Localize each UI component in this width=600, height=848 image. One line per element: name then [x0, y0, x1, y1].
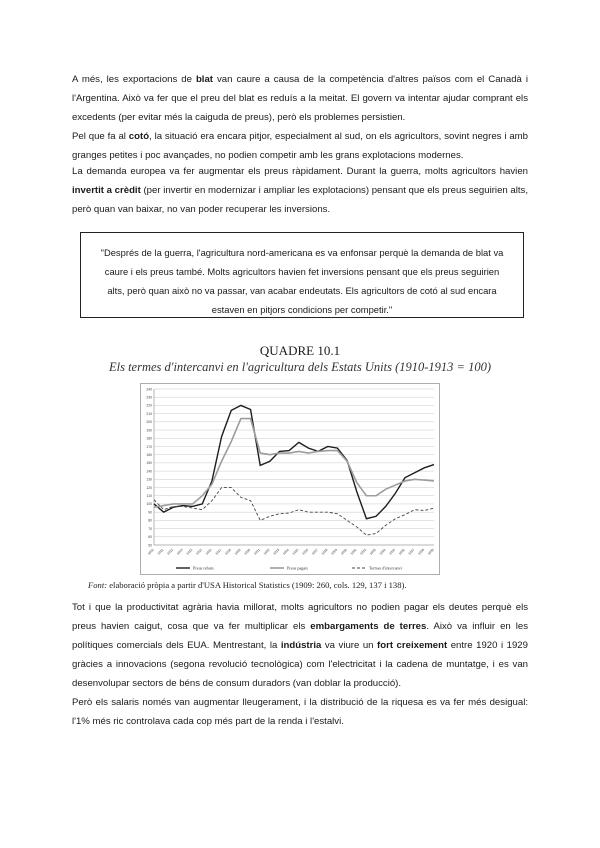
- paragraph-debts: Tot i que la productivitat agrària havia millorat, molts agricultors no podien pagar els deutes perquè els preus havien caigut, cosa que va fer multiplicar els embargaments de terres. Això va influir en les polítiques comercials dels EUA. Mentrestant, la indústria va viure un fort creixement entre 1920 i 1929 gràcies a innovacions (segona revolució tecnològica) com l'electricitat i la cadena de muntatge, i es van desenvolupar sectors de béns de consum duradors (van doblar la producció).: [72, 602, 528, 689]
- terms-of-trade-chart: [140, 383, 440, 575]
- x-tick-label: 1936: [397, 547, 406, 556]
- x-tick-label: 1916: [204, 547, 213, 556]
- x-tick-label: 1930: [339, 547, 348, 556]
- y-tick-label: 190: [146, 428, 152, 433]
- x-tick-label: 1939: [426, 547, 435, 556]
- x-tick-label: 1913: [175, 547, 184, 556]
- y-tick-label: 120: [146, 485, 152, 490]
- x-tick-label: 1925: [291, 547, 300, 556]
- summary-quote-box: [80, 232, 524, 318]
- paragraph-wheat: A més, les exportacions de blat van caure a causa de la competència d'altres països com el Canadà i l'Argentina. Això va fer que el preu del blat es reduís a la meitat. El govern va intentar ajudar comprant els excedents (per evitar més la caiguda de preus), però els problemes persistien.: [72, 74, 528, 123]
- keyword-cotton: cotó: [128, 131, 150, 142]
- keyword-industria: indústria: [280, 640, 322, 651]
- x-tick-label: 1922: [262, 547, 271, 556]
- y-tick-label: 80: [148, 518, 152, 523]
- y-tick-label: 60: [148, 535, 152, 540]
- x-tick-label: 1910: [146, 547, 155, 556]
- y-tick-label: 150: [146, 461, 152, 466]
- x-tick-label: 1923: [272, 547, 281, 556]
- y-tick-label: 230: [146, 395, 152, 400]
- keyword-fort-creixement: fort creixement: [377, 640, 448, 651]
- x-tick-label: 1924: [282, 547, 290, 556]
- y-tick-label: 210: [146, 411, 152, 416]
- y-tick-label: 160: [146, 452, 152, 457]
- y-tick-label: 90: [148, 510, 152, 515]
- x-tick-label: 1920: [243, 547, 252, 556]
- x-tick-label: 1912: [166, 547, 175, 556]
- x-tick-label: 1933: [368, 547, 377, 556]
- x-tick-label: 1914: [185, 547, 194, 556]
- x-tick-label: 1932: [359, 547, 368, 556]
- legend-label: Termes d'intercanvi: [369, 565, 402, 571]
- y-tick-label: 170: [146, 444, 152, 449]
- chart-title: QUADRE 10.1: [259, 343, 341, 358]
- y-tick-label: 130: [146, 477, 152, 482]
- keyword-wheat: blat: [195, 74, 213, 85]
- x-tick-label: 1919: [233, 547, 242, 556]
- y-tick-label: 140: [146, 469, 152, 474]
- chart-source: Font: elaboració pròpia a partir d'USA Historical Statistics (1909: 260, cols. 129, 137 i 138).: [88, 580, 407, 590]
- keyword-embargaments: embargaments de terres: [310, 621, 427, 632]
- x-tick-label: 1917: [214, 547, 223, 556]
- legend-label: Preus pagats: [287, 565, 309, 571]
- legend-label: Preus rebuts: [193, 565, 214, 571]
- y-tick-label: 70: [148, 526, 152, 531]
- y-tick-label: 50: [148, 543, 152, 548]
- x-tick-label: 1935: [388, 547, 397, 556]
- y-tick-label: 110: [146, 494, 152, 499]
- keyword-credit: invertit a crèdit: [72, 185, 141, 196]
- chart-subtitle: Els termes d'intercanvi en l'agricultura dels Estats Units (1910-1913 = 100): [108, 360, 492, 374]
- x-tick-label: 1926: [301, 547, 310, 556]
- x-tick-label: 1927: [311, 547, 319, 556]
- chart-frame: [141, 384, 440, 575]
- x-tick-label: 1934: [378, 547, 387, 556]
- paragraph-credit: La demanda europea va fer augmentar els preus ràpidament. Durant la guerra, molts agricultors havien invertit a crèdit (per invertir en modernizar i ampliar les explotacions) pensant que els preus seguirien alts, però quan van baixar, no van poder recuperar les inversions.: [72, 166, 529, 215]
- summary-quote-text: "Després de la guerra, l'agricultura nord-americana es va enfonsar perquè la demanda de blat va caure i els preus també. Molts agricultors havien fet inversions pensant que els preus seguirien alts, però quan això no va passar, van acabar endeutats. Els agricultors de cotó al sud encara estaven en pitjors condicions per competir.": [100, 247, 504, 315]
- x-tick-label: 1921: [253, 547, 261, 556]
- x-tick-label: 1929: [330, 547, 339, 556]
- paragraph-wages: Però els salaris només van augmentar lleugerament, i la distribució de la riquesa es va fer més desigual: l'1% més ric controlava cada cop més part de la renda i l'estalvi.: [72, 697, 528, 727]
- x-tick-label: 1928: [320, 547, 329, 556]
- paragraph-cotton: Pel que fa al cotó, la situació era encara pitjor, especialment al sud, on els agricultors, sovint negres i amb granges petites i poc avançades, no podien competir amb les grans explotacions modernes.: [72, 131, 528, 161]
- x-tick-label: 1911: [156, 547, 165, 556]
- y-tick-label: 240: [146, 387, 152, 392]
- x-tick-label: 1938: [417, 547, 426, 556]
- x-tick-label: 1937: [407, 547, 416, 556]
- x-tick-label: 1931: [349, 547, 358, 556]
- y-tick-label: 180: [146, 436, 152, 441]
- x-tick-label: 1915: [195, 547, 203, 556]
- y-tick-label: 100: [146, 502, 152, 507]
- y-tick-label: 220: [146, 403, 152, 408]
- x-tick-label: 1918: [224, 547, 232, 556]
- y-tick-label: 200: [146, 420, 152, 425]
